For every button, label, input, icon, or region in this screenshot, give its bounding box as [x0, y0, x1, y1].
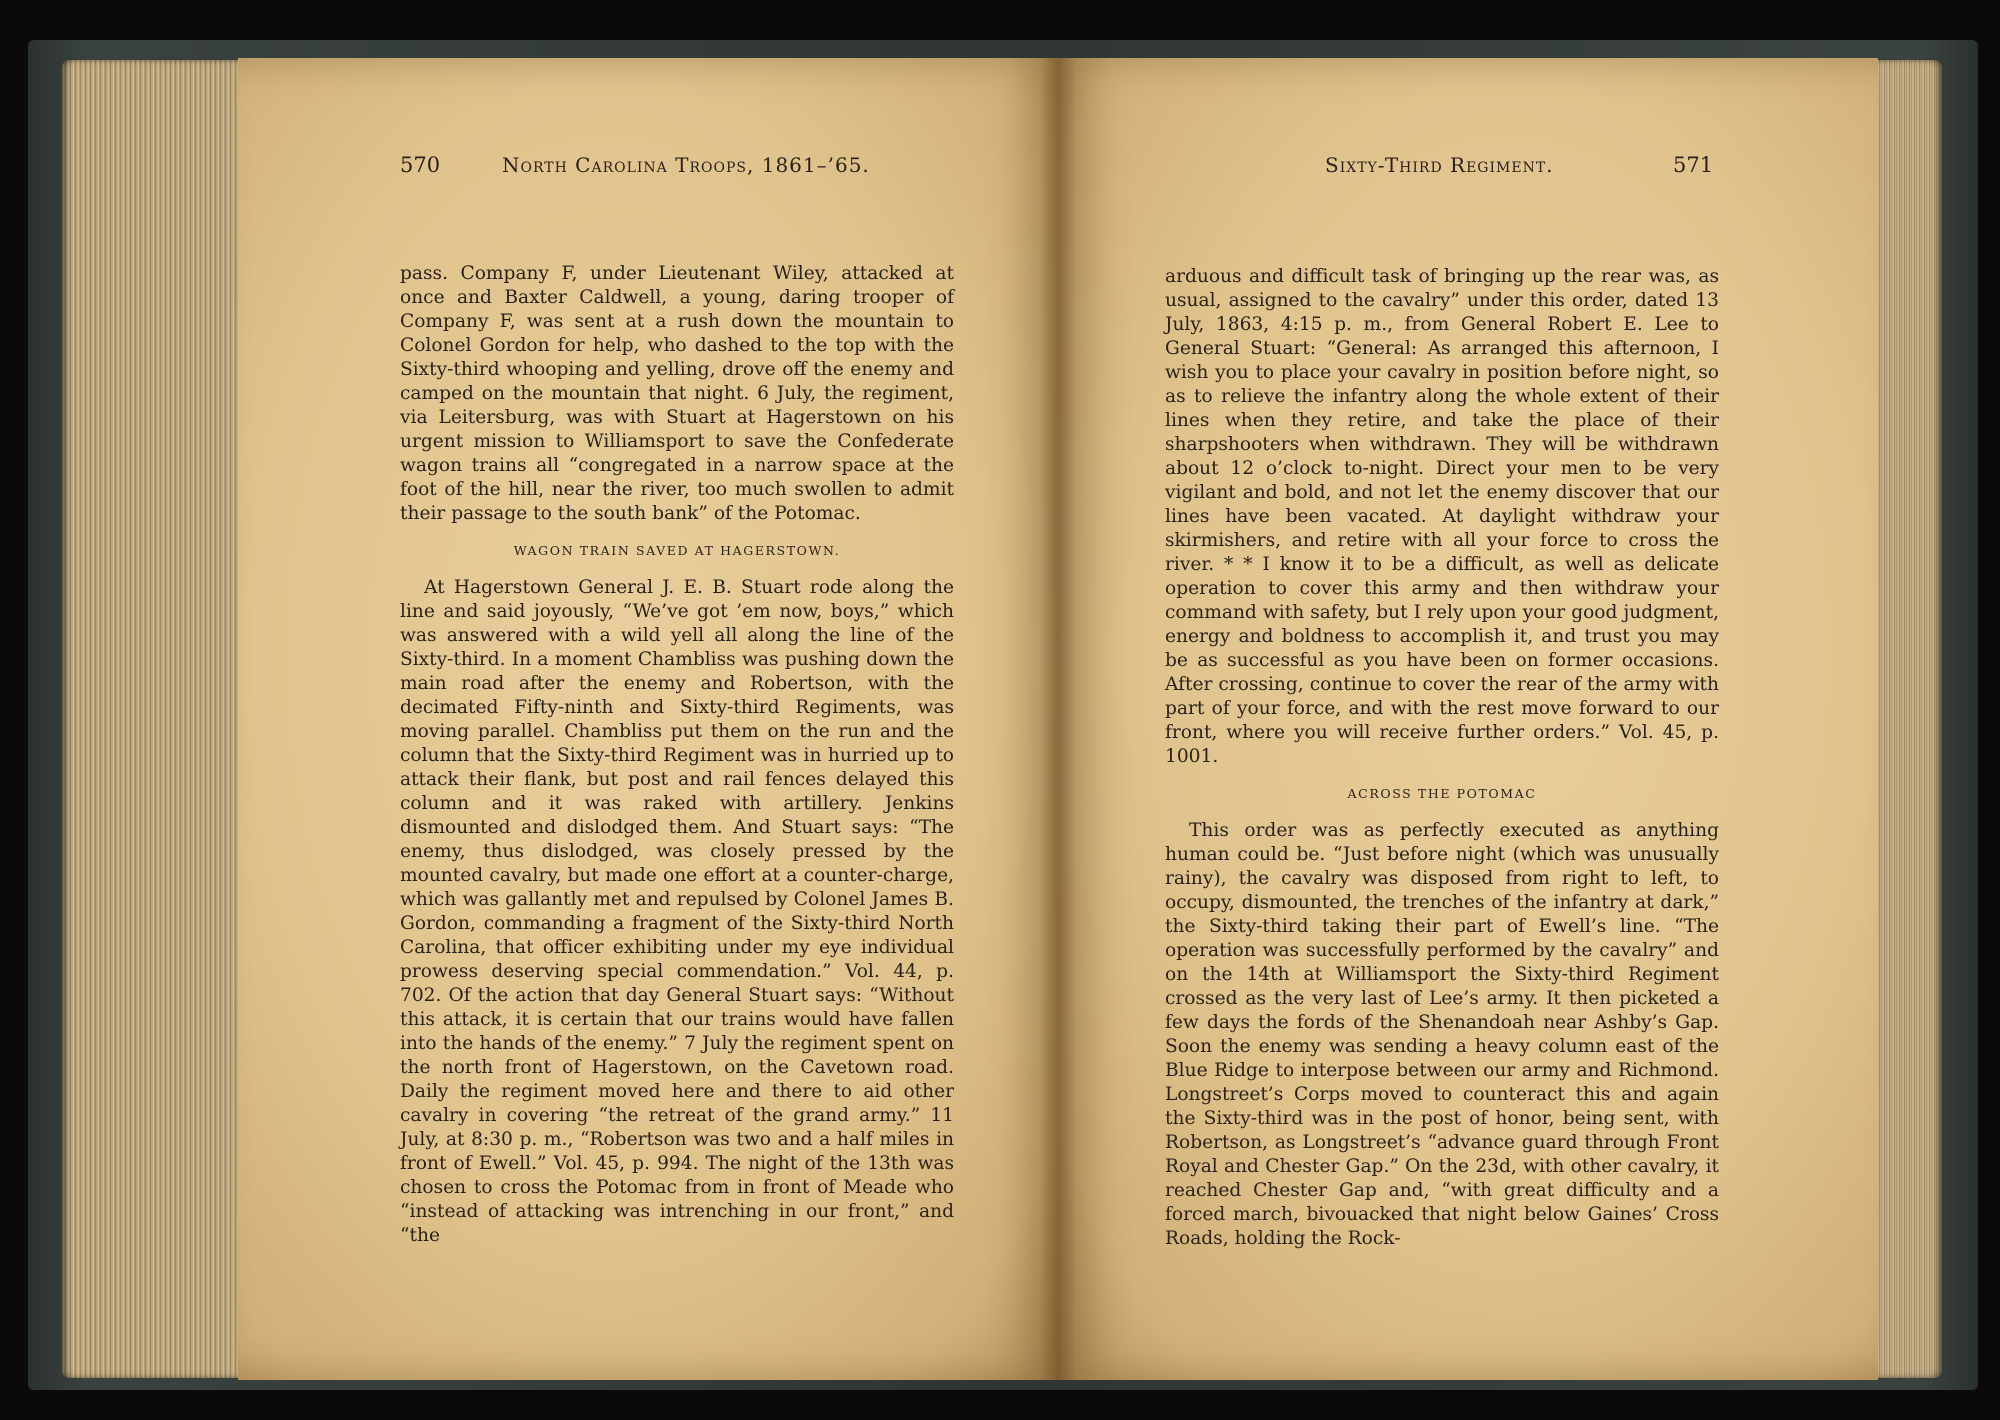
left-page-number: 570 — [400, 153, 441, 177]
page-edges-left — [62, 60, 244, 1378]
left-paragraph-1: pass. Company F, under Lieutenant Wiley, attacked at once and Baxter Caldwell, a young, daring trooper of Company F, was sent at a rush down the mountain to Colonel Gordon for help, who dashed to the top with the Sixty-third whooping and yelling, drove off the enemy and camped on the mountain that night. 6 July, the regiment, via Leitersburg, was with Stuart at Hagerstown on his urgent mission to Williamsport to save the Confederate wagon trains all “congregated in a narrow space at the foot of the hill, near the river, too much swollen to admit their passage to the south bank” of the Potomac. — [400, 263, 954, 524]
book-gutter — [1040, 58, 1076, 1380]
right-running-head: Sixty-Third Regiment. — [1325, 153, 1554, 177]
left-paragraph-2: At Hagerstown General J. E. B. Stuart rode along the line and said joyously, “We’ve got ’em now, boys,” which was answered with a wild yell all along the line of the Sixty-third. In a moment Chambliss was pushing down the main road after the enemy and Robertson, with the decimated Fifty-ninth and Sixty-third Regiments, was moving parallel. Chambliss put them on the run and the column that the Sixty-third Regiment was in hurried up to attack their flank, but post and rail fences delayed this column and it was raked with artillery. Jenkins dismounted and dislodged them. And Stuart says: “The enemy, thus dislodged, was closely pressed by the mounted cavalry, but made one effort at a counter-charge, which was gallantly met and repulsed by Colonel James B. Gordon, commanding a fragment of the Sixty-third North Carolina, that officer exhibiting under my eye individual prowess deserving special commendation.” Vol. 44, p. 702. Of the action that day General Stuart says: “Without this attack, it is certain that our trains would have fallen into the hands of the enemy.” 7 July the regiment spent on the north front of Hagerstown, on the Cavetown road. Daily the regiment moved here and there to aid other cavalry in covering “the retreat of the grand army.” 11 July, at 8:30 p. m., “Robertson was two and a half miles in front of Ewell.” Vol. 45, p. 994. The night of the 13th was chosen to cross the Potomac from in front of Meade who “instead of attacking was intrenching in our front,” and “the — [400, 577, 954, 1246]
right-page-number: 571 — [1673, 153, 1714, 177]
right-page-body — [1165, 265, 1719, 1251]
left-page-body — [400, 262, 954, 1248]
left-section-heading: WAGON TRAIN SAVED AT HAGERSTOWN. — [513, 543, 841, 558]
page-edges-right — [1870, 60, 1942, 1378]
right-page-header — [1165, 153, 1725, 189]
right-paragraph-2: This order was as perfectly executed as anything human could be. “Just before night (which was unusually rainy), the cavalry was disposed from right to left, to occupy, dismounted, the trenches of the infantry at dark,” the Sixty-third taking their part of Ewell’s line. “The operation was successfully performed by the cavalry” and on the 14th at Williamsport the Sixty-third Regiment crossed as the very last of Lee’s army. It then picketed a few days the fords of the Shenandoah near Ashby’s Gap. Soon the enemy was sending a heavy column east of the Blue Ridge to interpose between our army and Richmond. Longstreet’s Corps moved to counteract this and again the Sixty-third was in the post of honor, being sent, with Robertson, as Longstreet’s “advance guard through Front Royal and Chester Gap.” On the 23d, with other cavalry, it reached Chester Gap and, “with great difficulty and a forced march, bivouacked that night below Gaines’ Cross Roads, holding the Rock- — [1165, 820, 1719, 1249]
left-page-header — [400, 153, 870, 189]
right-section-heading: ACROSS THE POTOMAC — [1347, 786, 1537, 801]
right-paragraph-1: arduous and difficult task of bringing up the rear was, as usual, assigned to the cavalry” under this order, dated 13 July, 1863, 4:15 p. m., from General Robert E. Lee to General Stuart: “General: As arranged this afternoon, I wish you to place your cavalry in position before night, so as to relieve the infantry along the whole extent of their lines when they retire, and take the place of their sharpshooters when withdrawn. They will be withdrawn about 12 o’clock to-night. Direct your men to be very vigilant and bold, and not let the enemy discover that our lines have been vacated. At daylight withdraw your skirmishers, and retire with all your force to cross the river. * * I know it to be a difficult, as well as delicate operation to cover this army and then withdraw your command with safety, but I rely upon your good judgment, energy and boldness to accomplish it, and trust you may be as successful as you have been on former occasions. After crossing, continue to cover the rear of the army with part of your force, and with the rest move forward to our front, where you will receive further orders.” Vol. 45, p. 1001. — [1165, 266, 1719, 767]
left-running-head: North Carolina Troops, 1861–’65. — [502, 153, 870, 177]
